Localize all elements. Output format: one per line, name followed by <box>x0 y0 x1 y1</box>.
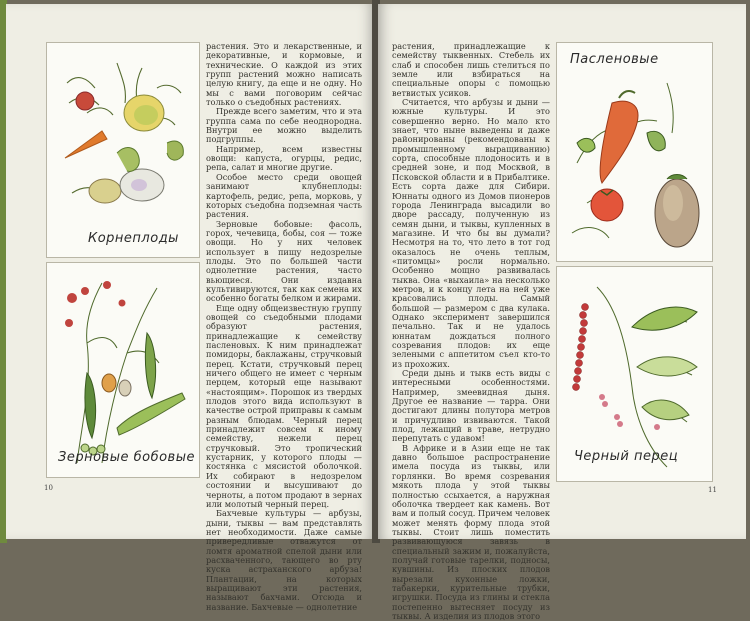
paragraph: Еще одну общеизвестную группу овощей со съедобными плодами образуют растения, принадлежащие к семейству пасленовых. К ним принадлежат помидоры, баклажаны, стручковый перец. Кстати, стручковый перец ничего общего не имеет с черным перцем, который еще называют «настоящим». Порошок из твердых плодов этого вида используют в качестве острой приправы к самым разным блюдам. Черный перец принадлежит совсем к иному семейству, нежели перец стручковый. Это тропический кустарник, у которого плоды — костянка с мясистой оболочкой. Их собирают в недозрелом состоянии и высушивают до черноты, а потом продают в зернах или молотый черный перец. <box>206 302 362 509</box>
paragraph: растения, принадлежащие к семейству тыквенных. Стебель их слаб и способен лишь стелиться по земле или взбираться на специальные опоры с помощью ветвистых усиков. <box>392 41 550 98</box>
nightshade-illustration <box>556 42 713 262</box>
paragraph: Например, всем известны овощи: капуста, огурцы, редис, репа, салат и многие другие. <box>206 143 362 173</box>
nightshade-drawing <box>557 43 712 261</box>
left-page <box>6 4 374 612</box>
legumes-drawing <box>47 263 199 477</box>
paragraph: Зерновые бобовые: фасоль, горох, чечевица, бобы, соя — тоже овощи. Но у них человек использует в пищу недозрелые плоды. Это по большей части однолетние растения, часто вьющиеся. Они издавна культивируются, так как семена их особенно богаты белком и жирами. <box>206 218 362 304</box>
illustration-caption: Корнеплоды <box>88 231 179 246</box>
text-column <box>392 41 550 621</box>
paragraph: Считается, что арбузы и дыни — южные культуры. И это совершенно верно. Но мало кто знает, что ныне выведены и даже районированы (рекомендованы к промышленному выращиванию) сорта, способные плодоносить и в средней зоне, и под Москвой, в Псковской области и в Прибалтике. Есть сорта даже для Сибири. Юннаты одного из Домов пионеров города Ленинграда высадили во дворе рассаду, полученную из семян дыни, и тыквы, купленных в магазине. И что бы вы думали? Несмотря на то, что лето в тот год оказалось не очень теплым, «питомцы» росли нормально. Особенно мощно развивалась тыква. Она «выхаила» на несколько метров, и к концу лета на ней уже красовались плоды. Самый большой — размером с два кулака. Однако эксперимент завершился печально. Так и не удалось юннатам дождаться полного созревания плодов: их еще зелеными с аппетитом съел кто-то из прохожих. <box>392 97 550 369</box>
paragraph: растения. Это и лекарственные, и декоративные, и кормовые, и технические. О каждой из этих групп растений можно написать целую книгу, да еще и не одну. Но мы с вами поговорим сейчас только о съедобных растениях. <box>206 41 362 108</box>
paragraph: В Африке и в Азии еще не так давно большое распространение имела посуда из тыквы, или горлянки. Во время созревания мякоть плода у этой тыквы полностью ссыхается, а наружная оболочка твердеет как камень. Вот вам и полый сосуд. Причем человек может менять форму плода этой тыквы. Стоит лишь поместить развивающуюся завязь в специальный зажим и, пожалуйста, получай готовые тарелки, подносы, кувшины. Из плоских плодов вырезали кухонные ложки, табакерки, курительные трубки, игрушки. Посуда из глины и стекла постепенно вытесняет посуду из тыквы. А изделия из плодов этого <box>392 442 550 621</box>
paragraph: Среди дынь и тыкв есть виды с интересными особенностями. Например, змеевидная дыня. Другое ее название — тарра. Они достигают длины полутора метров и причудливо извиваются. Такой плод, лежащий в траве, нетрудно перепутать с удавом! <box>392 368 550 444</box>
paragraph: Особое место среди овощей занимают клубнеплоды: картофель, редис, репа, морковь, у которых съедобна подземная часть растения. <box>206 171 362 220</box>
illustration-caption: Зерновые бобовые <box>58 450 195 465</box>
right-page <box>378 4 746 621</box>
legumes-illustration <box>46 262 200 478</box>
root-vegetables-drawing <box>47 43 199 257</box>
paragraph: Прежде всего заметим, что и эта группа сама по себе неоднородна. Внутри ее можно выделить подгруппы. <box>206 106 362 145</box>
root-vegetables-illustration <box>46 42 200 258</box>
illustration-caption: Пасленовые <box>570 52 659 67</box>
text-column <box>206 41 362 612</box>
page-number: 10 <box>44 484 53 492</box>
page-number: 11 <box>708 486 717 494</box>
paragraph: Бахчевые культуры — арбузы, дыни, тыквы — вам представлять нет необходимости. Даже самые привередливые отважутся от ломтя ароматной спелой дыни или расхваченного, тающего во рту куска астраханского арбуза! Плантации, на которых выращивают эти растения, называют бахчами. Отсюда и название. Бахчевые — однолетние <box>206 508 362 612</box>
illustration-caption: Черный перец <box>574 449 679 464</box>
